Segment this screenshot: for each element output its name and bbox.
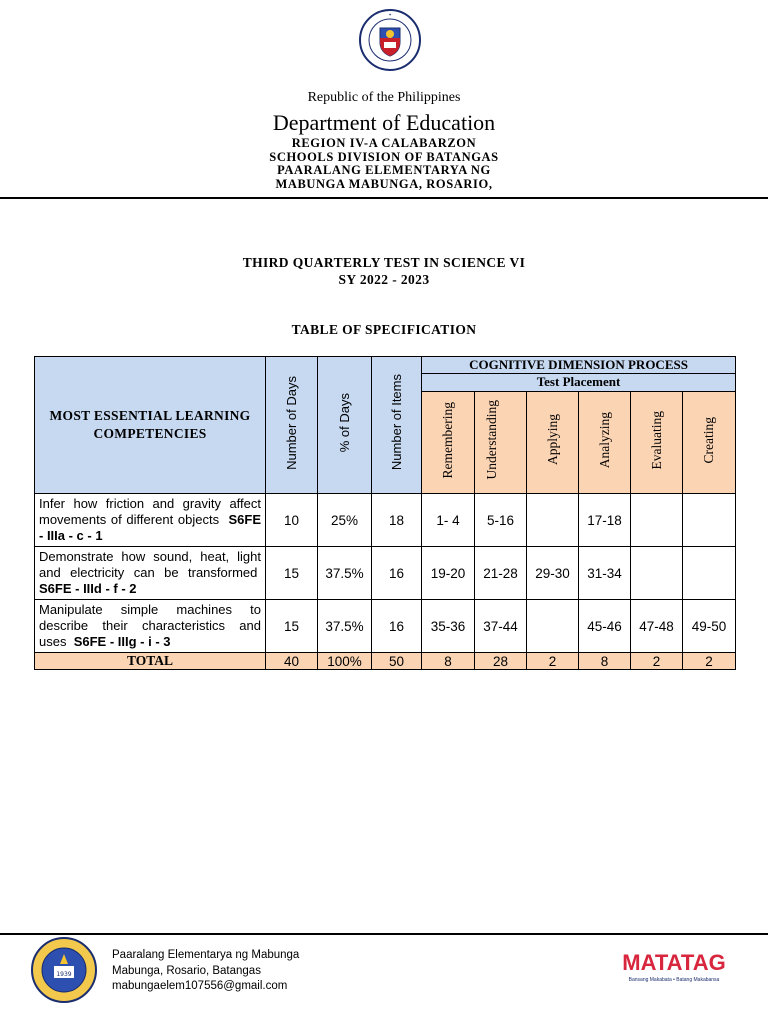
items-cell: 16 xyxy=(372,547,422,600)
level-applying: Applying xyxy=(544,414,560,466)
days-cell: 15 xyxy=(266,547,318,600)
placement-cell xyxy=(631,494,683,547)
total-row xyxy=(35,653,736,670)
footer-divider xyxy=(0,933,768,935)
competency-cell xyxy=(35,600,266,653)
competency-text: Manipulate simple machines to describe their characteristics and uses xyxy=(39,602,261,649)
division-line: SCHOOLS DIVISION OF BATANGAS xyxy=(269,149,499,164)
total-items: 50 xyxy=(372,653,422,670)
matatag-logo xyxy=(604,948,744,988)
placement-cell xyxy=(527,600,579,653)
total-placement: 2 xyxy=(683,653,736,670)
footer-email: mabungaelem107556@gmail.com xyxy=(112,980,288,992)
placement-cell xyxy=(631,547,683,600)
address-line: MABUNGA MABUNGA, ROSARIO, xyxy=(275,176,493,191)
competency-text: Demonstrate how sound, heat, light and electricity can be transformed xyxy=(39,549,261,580)
level-creating: Creating xyxy=(701,416,717,463)
placement-cell xyxy=(527,494,579,547)
header-divider xyxy=(0,197,768,199)
total-placement: 8 xyxy=(579,653,631,670)
matatag-wordmark: MATATAG xyxy=(622,950,726,975)
competency-cell xyxy=(35,494,266,547)
level-understanding: Understanding xyxy=(483,400,499,480)
placement-cell: 47-48 xyxy=(631,600,683,653)
placement-cell: 17-18 xyxy=(579,494,631,547)
competency-code: S6FE - IIId - f - 2 xyxy=(39,581,137,596)
items-header: Number of Items xyxy=(389,374,404,471)
svg-text:✦: ✦ xyxy=(388,12,392,17)
competency-header: MOST ESSENTIAL LEARNING COMPETENCIES xyxy=(35,357,266,494)
footer-address: Mabunga, Rosario, Batangas xyxy=(112,964,261,977)
days-cell: 15 xyxy=(266,600,318,653)
level-analyzing: Analyzing xyxy=(596,411,612,468)
table-row xyxy=(35,600,736,653)
republic-line: Republic of the Philippines xyxy=(307,90,461,105)
placement-cell xyxy=(683,547,736,600)
percent-cell: 25% xyxy=(318,494,372,547)
days-cell: 10 xyxy=(266,494,318,547)
percent-cell: 37.5% xyxy=(318,547,372,600)
placement-header: Test Placement xyxy=(422,374,736,391)
placement-cell: 29-30 xyxy=(527,547,579,600)
percent-cell: 37.5% xyxy=(318,600,372,653)
items-cell: 16 xyxy=(372,600,422,653)
level-remembering: Remembering xyxy=(440,401,455,478)
placement-cell: 5-16 xyxy=(475,494,527,547)
cognitive-header: COGNITIVE DIMENSION PROCESS xyxy=(422,357,736,374)
placement-cell: 49-50 xyxy=(683,600,736,653)
days-header: Number of Days xyxy=(284,375,299,470)
placement-cell xyxy=(683,494,736,547)
percent-header: % of Days xyxy=(337,392,352,453)
competency-text: Infer how friction and gravity affect movements of different objects xyxy=(39,496,261,527)
school-logo xyxy=(30,936,98,1004)
school-year: SY 2022 - 2023 xyxy=(338,272,430,287)
footer-address-block xyxy=(112,948,299,995)
total-days: 40 xyxy=(266,653,318,670)
logo-year: 1939 xyxy=(56,971,72,978)
specification-table xyxy=(34,356,736,670)
total-label: TOTAL xyxy=(35,653,266,670)
placement-cell: 21-28 xyxy=(475,547,527,600)
level-evaluating: Evaluating xyxy=(648,410,664,469)
placement-cell: 37-44 xyxy=(475,600,527,653)
placement-cell: 31-34 xyxy=(579,547,631,600)
total-placement: 2 xyxy=(631,653,683,670)
placement-cell: 1- 4 xyxy=(422,494,475,547)
total-placement: 8 xyxy=(422,653,475,670)
department-name: Department of Education xyxy=(272,110,496,135)
items-cell: 18 xyxy=(372,494,422,547)
deped-seal xyxy=(358,8,422,88)
region-line: REGION IV-A CALABARZON xyxy=(291,137,477,150)
total-percent: 100% xyxy=(318,653,372,670)
table-row xyxy=(35,494,736,547)
placement-cell: 19-20 xyxy=(422,547,475,600)
competency-code: S6FE - IIIg - i - 3 xyxy=(73,634,171,649)
placement-cell: 35-36 xyxy=(422,600,475,653)
office-lines xyxy=(0,137,768,194)
school-line: PAARALANG ELEMENTARYA NG xyxy=(277,163,491,177)
placement-cell: 45-46 xyxy=(579,600,631,653)
total-placement: 2 xyxy=(527,653,579,670)
test-title: THIRD QUARTERLY TEST IN SCIENCE VI xyxy=(242,255,526,270)
table-row xyxy=(35,547,736,600)
matatag-tagline: Bansang Makabata • Batang Makabansa xyxy=(628,977,720,983)
total-placement: 28 xyxy=(475,653,527,670)
competency-cell xyxy=(35,547,266,600)
competency-code: S6FE - IIIa - c - 1 xyxy=(39,512,261,543)
footer-school: Paaralang Elementarya ng Mabunga xyxy=(112,949,300,961)
table-title: TABLE OF SPECIFICATION xyxy=(291,322,477,337)
